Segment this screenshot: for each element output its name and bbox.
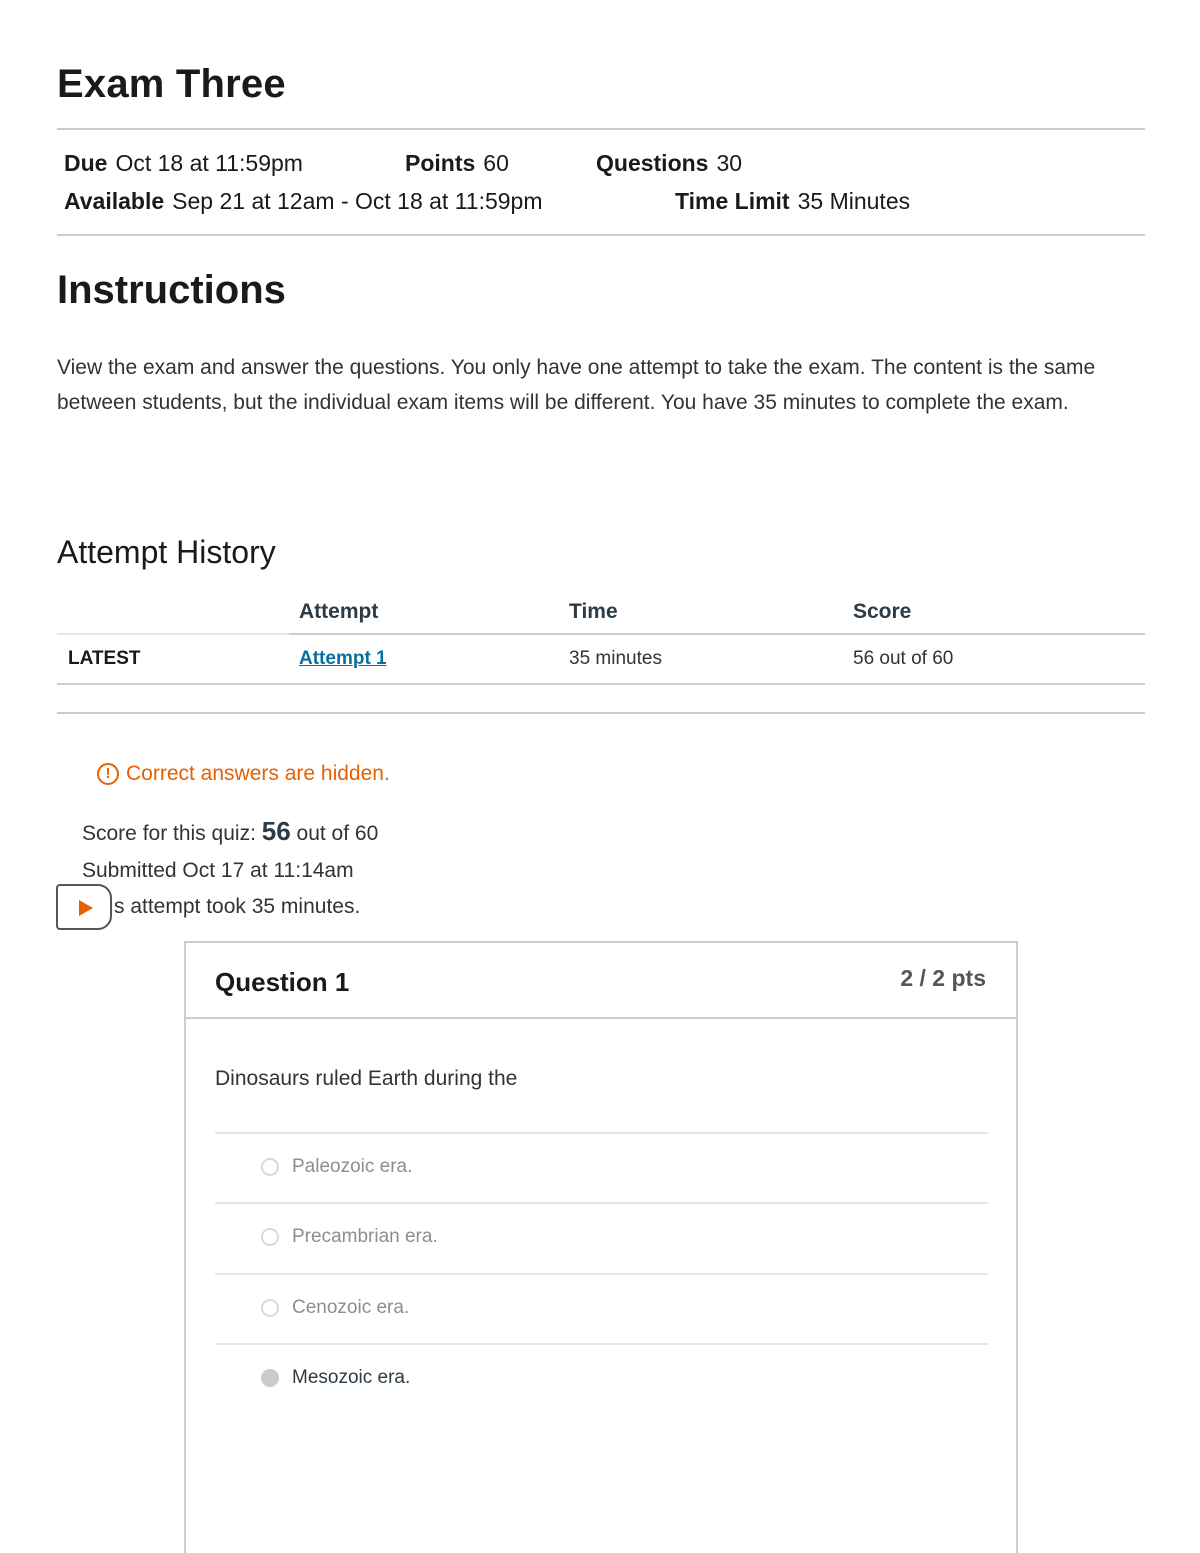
score-value: 56: [261, 816, 291, 846]
points-label: Points: [405, 150, 476, 176]
attempt-history-heading: Attempt History: [57, 534, 276, 570]
instructions-text: View the exam and answer the questions. You only have one attempt to take the exam. The content is the same between students, but the individual exam items will be different. You have 35 minutes to complete the exam.: [57, 356, 1096, 414]
instructions-heading: Instructions: [57, 268, 286, 312]
alert-circle-icon: !: [97, 763, 119, 785]
due-item: [64, 150, 303, 177]
play-button[interactable]: [56, 884, 112, 930]
question-title: Question 1: [215, 967, 350, 997]
time-cell: 35 minutes: [569, 648, 662, 669]
time-limit-value: 35 Minutes: [797, 188, 911, 214]
answer-option[interactable]: [215, 1273, 988, 1343]
answer-label: Cenozoic era.: [292, 1297, 410, 1318]
divider: [57, 712, 1145, 714]
radio-button-selected[interactable]: [261, 1369, 279, 1387]
points-item: [405, 150, 509, 177]
time-limit-item: [675, 188, 910, 215]
attempt-1-link[interactable]: Attempt 1: [299, 648, 387, 669]
question-card: [184, 941, 1018, 1553]
page-title: Exam Three: [57, 62, 286, 106]
column-header-attempt: Attempt: [299, 600, 379, 623]
time-limit-label: Time Limit: [675, 188, 790, 214]
table-header-divider: [289, 633, 1145, 635]
score-prefix: Score for this quiz:: [82, 822, 256, 845]
radio-button[interactable]: [261, 1158, 279, 1176]
answer-label: Mesozoic era.: [292, 1367, 411, 1388]
column-header-time: Time: [569, 600, 618, 623]
question-points: 2 / 2 pts: [900, 965, 986, 991]
radio-button[interactable]: [261, 1228, 279, 1246]
question-header: [186, 943, 1016, 1019]
available-label: Available: [64, 188, 165, 214]
due-value: Oct 18 at 11:59pm: [115, 150, 303, 176]
attempt-cell: [299, 648, 387, 670]
notice-text: Correct answers are hidden.: [126, 762, 390, 785]
quiz-score: [82, 816, 378, 847]
answer-label: Precambrian era.: [292, 1226, 438, 1247]
answer-option-selected[interactable]: [215, 1343, 988, 1413]
answer-option[interactable]: [215, 1202, 988, 1272]
divider: [57, 234, 1145, 236]
table-row-divider: [57, 683, 1145, 685]
column-header-score: Score: [853, 600, 912, 623]
questions-label: Questions: [596, 150, 709, 176]
questions-value: 30: [716, 150, 743, 176]
due-label: Due: [64, 150, 108, 176]
divider: [57, 128, 1145, 130]
questions-item: [596, 150, 742, 177]
available-value: Sep 21 at 12am - Oct 18 at 11:59pm: [172, 188, 543, 214]
answer-option[interactable]: [215, 1132, 988, 1202]
table-header-divider: [57, 633, 289, 635]
latest-label: LATEST: [68, 648, 141, 669]
attempt-duration: s attempt took 35 minutes.: [114, 895, 361, 918]
score-cell: 56 out of 60: [853, 648, 954, 669]
available-item: [64, 188, 543, 215]
radio-button[interactable]: [261, 1299, 279, 1317]
points-value: 60: [483, 150, 509, 176]
answer-label: Paleozoic era.: [292, 1156, 413, 1177]
submitted-time: Submitted Oct 17 at 11:14am: [82, 859, 354, 882]
question-text: Dinosaurs ruled Earth during the: [215, 1067, 518, 1090]
score-suffix: out of 60: [296, 822, 379, 845]
hidden-answers-notice: [97, 762, 390, 786]
play-icon: [79, 900, 93, 916]
